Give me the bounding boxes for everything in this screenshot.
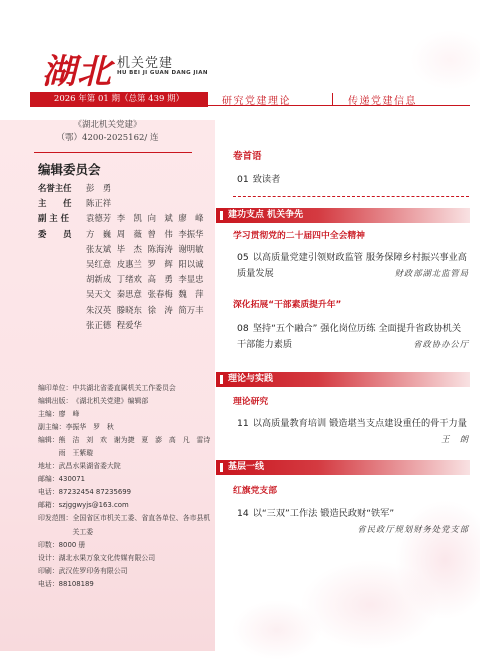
section-juanshou: 卷首语	[233, 151, 262, 162]
board-names: 彭 勇	[86, 183, 112, 193]
imprint-row	[38, 408, 213, 421]
imprint-row	[38, 539, 213, 552]
imprint-row	[38, 565, 213, 578]
imprint-row	[38, 512, 213, 538]
article-author: 省民政厅规划财务处党支部	[357, 523, 469, 534]
imprint-label: 设计：	[38, 553, 59, 562]
page-number: 08	[237, 323, 249, 334]
imprint-block	[38, 382, 213, 591]
toc-entry-05[interactable]	[237, 250, 469, 281]
page-number: 14	[237, 508, 249, 519]
imprint-row	[38, 395, 213, 408]
article-author: 财政部湖北监管局	[394, 267, 469, 278]
article-title: 以高质量教育培训 锻造堪当支点建设重任的骨干力量	[252, 418, 467, 429]
article-title: 以高质量党建引领财政监管 服务保障乡村振兴事业高质量发展	[237, 252, 467, 279]
imprint-value: szjggwyjs@163.com	[58, 501, 129, 510]
slogan-right: 传递党建信息	[348, 96, 417, 107]
imprint-value: 中共湖北省委直属机关工作委员会	[72, 384, 176, 392]
blossom-decoration	[410, 30, 480, 90]
board-row	[38, 196, 208, 211]
slogan-separator	[332, 93, 333, 105]
subsection-title: 学习贯彻党的二十届四中全会精神	[233, 231, 365, 241]
section-band-2: 理论与实践	[216, 372, 470, 387]
imprint-label: 主编：	[38, 410, 59, 419]
imprint-row	[38, 382, 213, 395]
publication-issn: （鄂）4200-2025162/ 连	[56, 133, 159, 143]
board-names: 方 巍 周 薇 曾 伟 李振华 张友斌 毕 杰 陈海涛 谢明敏 吴红意 皮惠兰 罗 辉 阳以诚 胡新成 丁绪欢 高 勇 李显忠 吴天文 秦思意 张春梅 魏 萍 朱汉英 滕晓东 徐 涛 简万丰 张正德 程爱华	[86, 228, 204, 330]
article-title: 以“三双”工作法 锻造民政财“铁军”	[252, 508, 395, 519]
imprint-row	[38, 460, 213, 473]
board-names: 袁德芳 李 凯 向 斌 廖 峰	[86, 213, 204, 224]
toc-entry-08[interactable]	[237, 321, 469, 352]
imprint-value: 88108189	[58, 579, 94, 588]
imprint-value: 87232454 87235699	[58, 488, 132, 497]
toc-entry-01[interactable]	[237, 172, 469, 188]
imprint-label: 编辑：	[38, 436, 59, 445]
imprint-label: 邮编：	[38, 475, 59, 484]
imprint-value: 湖北水果万象文化传媒有限公司	[58, 553, 156, 562]
editorial-board-title: 编辑委员会	[38, 162, 101, 177]
board-row	[38, 181, 208, 196]
imprint-label: 电话：	[38, 579, 59, 588]
subsection-title: 红旗党支部	[233, 486, 277, 496]
article-title: 致读者	[252, 174, 281, 185]
imprint-value: 《湖北机关党建》编辑部	[72, 397, 149, 406]
imprint-row	[38, 486, 213, 499]
masthead-pinyin: HU BEI JI GUAN DANG JIAN	[117, 70, 208, 76]
imprint-value: 武汉佐罗印务有限公司	[58, 566, 128, 575]
imprint-label: 编印单位：	[38, 384, 73, 392]
toc-entry-11[interactable]	[237, 416, 469, 447]
imprint-row	[38, 473, 213, 486]
imprint-value: 430071	[58, 475, 85, 484]
article-author: 省政协办公厅	[413, 338, 469, 349]
imprint-row	[38, 421, 213, 434]
slogan-left: 研究党建理论	[222, 96, 291, 107]
board-row	[38, 227, 208, 333]
issue-number: 2026 年第 01 期（总第 439 期）	[30, 92, 208, 107]
page-number: 11	[237, 418, 249, 429]
imprint-value: 李振华 罗 秋	[65, 423, 114, 432]
imprint-label: 副主编：	[38, 423, 66, 432]
publication-name: 《湖北机关党建》	[73, 120, 142, 130]
imprint-label: 地址：	[38, 462, 59, 471]
imprint-value: 武昌水果湖省委大院	[58, 462, 121, 471]
imprint-label: 印发范围：	[38, 514, 73, 523]
masthead-logo-title: 湖北	[42, 52, 112, 92]
imprint-label: 电话：	[38, 488, 59, 497]
imprint-value: 熊 洁 刘 欢 谢为捷 夏 澎 高 凡 雷诗雨 王紫璇	[58, 436, 211, 458]
imprint-value: 8000 册	[58, 540, 86, 549]
imprint-row	[38, 499, 213, 512]
board-names: 陈正祥	[86, 198, 112, 209]
toc-entry-14[interactable]	[237, 506, 469, 537]
imprint-value: 全国省区市机关工委、省直各单位、各市县机关工委	[72, 514, 211, 536]
imprint-label: 印刷：	[38, 566, 59, 575]
imprint-label: 印数：	[38, 540, 59, 549]
section-band-1: 建功支点 机关争先	[216, 208, 470, 223]
subsection-title: 理论研究	[233, 397, 269, 407]
editorial-board	[38, 181, 208, 333]
board-role: 副 主 任	[38, 213, 69, 224]
board-role: 名誉主任	[38, 183, 72, 193]
imprint-label: 邮箱：	[38, 501, 59, 510]
blossom-decoration	[232, 600, 322, 660]
imprint-row	[38, 552, 213, 565]
page-number: 05	[237, 252, 249, 263]
section-band-3: 基层一线	[216, 460, 470, 475]
board-role: 委 员	[38, 228, 72, 239]
dashed-divider	[233, 196, 469, 197]
board-row	[38, 211, 208, 226]
article-author: 王 朗	[441, 433, 469, 444]
imprint-value: 廖 峰	[58, 410, 80, 419]
page-number: 01	[237, 174, 249, 185]
masthead-subtitle: 机关党建	[117, 56, 174, 71]
imprint-row	[38, 578, 213, 591]
imprint-label: 编辑出版：	[38, 397, 73, 406]
subsection-title: 深化拓展“干部素质提升年”	[233, 300, 342, 310]
imprint-row	[38, 434, 213, 460]
board-role: 主 任	[38, 198, 72, 209]
article-title: 坚持“五个融合” 强化岗位历练 全面提升省政协机关干部能力素质	[237, 323, 462, 350]
left-divider	[34, 152, 192, 153]
